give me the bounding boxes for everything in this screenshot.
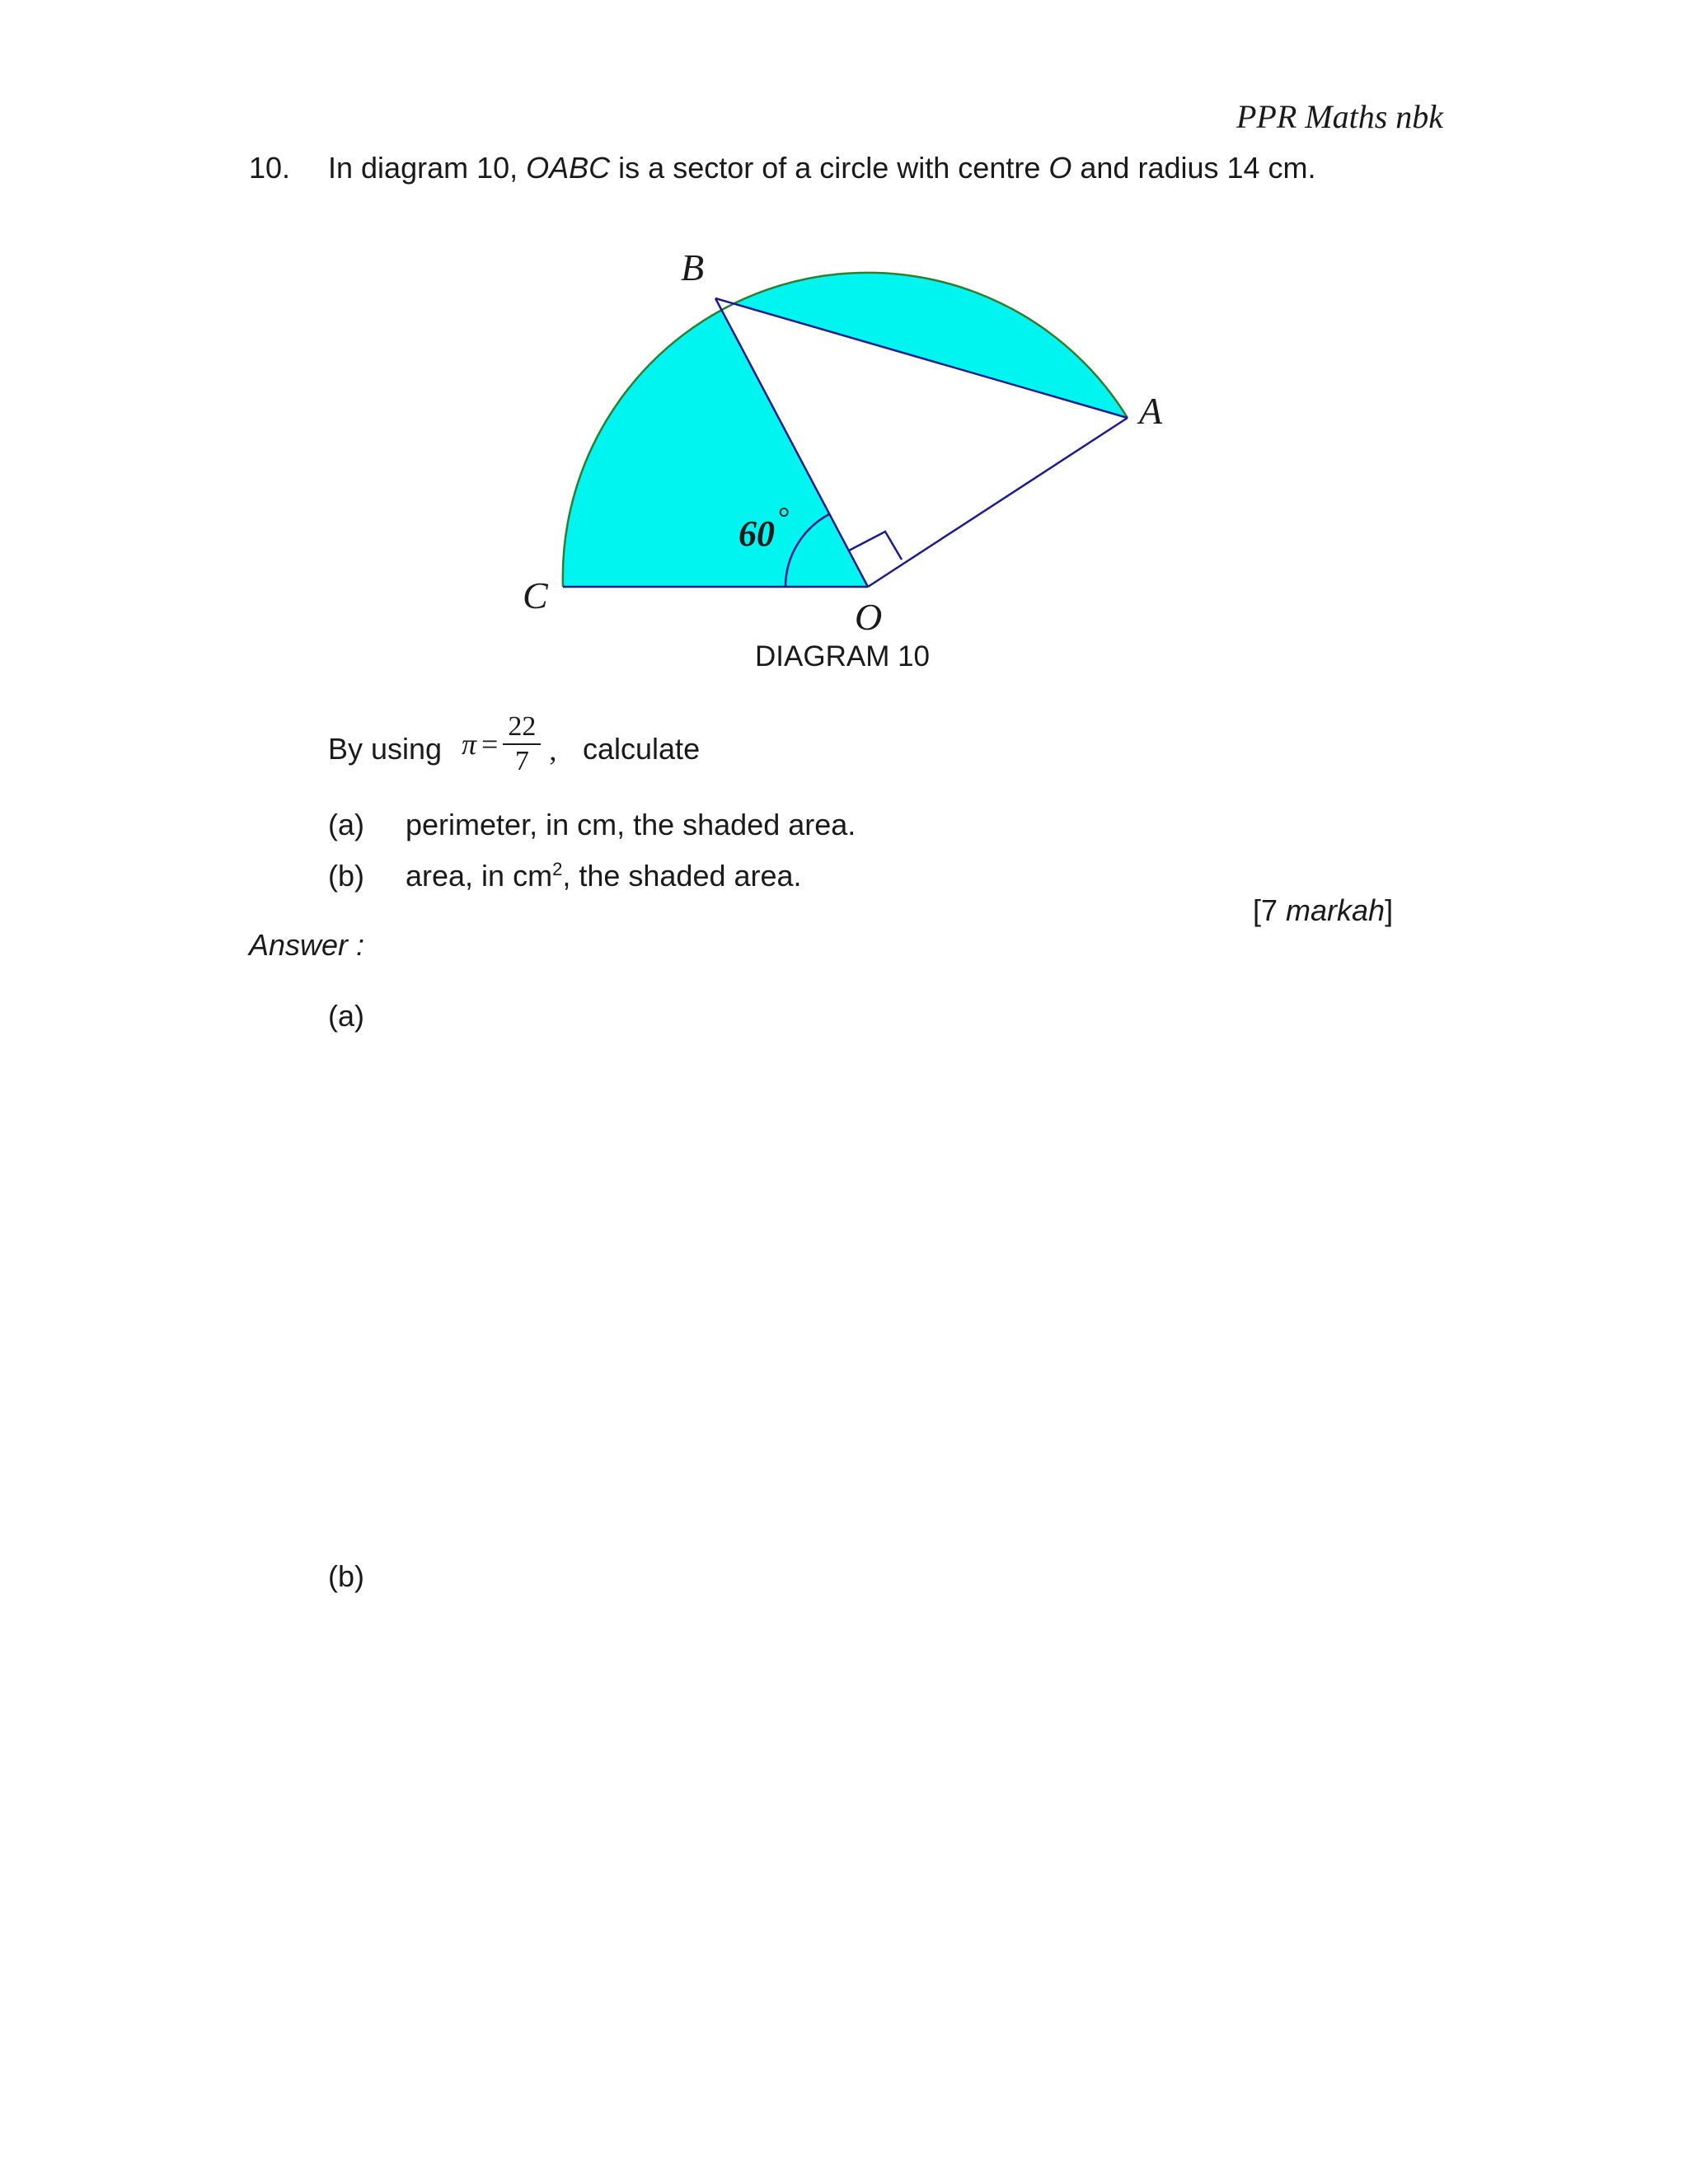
- pi-fraction: [503, 710, 541, 778]
- page-header: PPR Maths nbk: [1236, 98, 1444, 135]
- part-b-text-post: , the shaded area.: [562, 859, 802, 893]
- angle-label: 60: [738, 513, 775, 554]
- question-number: 10.: [249, 151, 291, 185]
- angle-degree: °: [778, 501, 790, 534]
- part-a-label: (a): [328, 808, 364, 841]
- pi-numerator: 22: [508, 711, 537, 742]
- pi-denominator: 7: [514, 746, 529, 776]
- equals-sign: =: [481, 728, 499, 761]
- marks-label: [1253, 893, 1393, 928]
- pi-symbol: π: [462, 728, 477, 761]
- calculate-text: calculate: [583, 732, 701, 766]
- label-o: O: [855, 596, 883, 638]
- label-b: B: [681, 246, 705, 288]
- part-a-text: perimeter, in cm, the shaded area.: [406, 808, 856, 841]
- label-c: C: [523, 574, 548, 616]
- question-text-post: and radius 14 cm.: [1071, 151, 1316, 185]
- part-b-label: (b): [328, 859, 364, 893]
- pi-expression: [462, 710, 556, 778]
- part-b-superscript: 2: [552, 859, 563, 879]
- question-text-mid: is a sector of a circle with centre: [610, 151, 1049, 185]
- marks-open: [7: [1253, 893, 1287, 927]
- pi-comma: ,: [549, 733, 557, 766]
- marks-close: ]: [1385, 893, 1394, 927]
- answer-label: Answer :: [249, 928, 365, 962]
- answer-part-a: (a): [328, 999, 364, 1033]
- part-b-text: [406, 859, 802, 893]
- question-text-pre: In diagram 10,: [328, 151, 527, 185]
- answer-part-b: (b): [328, 1559, 364, 1593]
- centre-name: O: [1048, 151, 1072, 185]
- label-a: A: [1139, 390, 1163, 432]
- part-b-text-pre: area, in cm: [406, 859, 553, 893]
- marks-word: markah: [1286, 893, 1386, 927]
- diagram-caption: DIAGRAM 10: [755, 640, 930, 673]
- sector-name: OABC: [526, 151, 611, 185]
- by-using-text: By using: [328, 732, 443, 766]
